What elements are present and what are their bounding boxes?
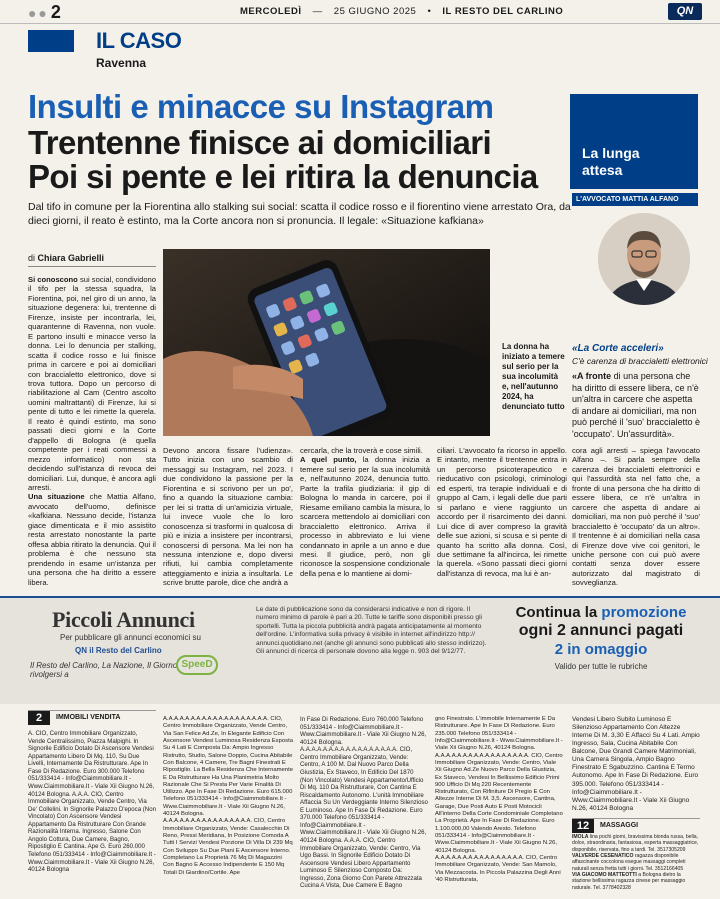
category-header-immobili: 2 IMMOBILI VENDITA <box>28 710 156 724</box>
section-city: Ravenna <box>96 56 147 70</box>
lawyer-portrait <box>598 213 690 305</box>
classified-column-5: Vendesi Libero Subito Luminoso E Silenzioso Appartamento Con Altezze Interne Di M. 3,30 E Affacci Su 4 Lati. Ampio Ingresso, Sala, Cucina Abitabile Con Balcone, Due Grandi Camere Matrimoniali, Una Camera Singola, Ampio Bagno Finestrato E Sgabuzzino. Cantina E Termo Autonomo. Ape In Fase Di Redazione. Euro 395.000. Telefono 051/333414 - Info@Ciaimmobiliare.It - Www.Ciaimmobiliare.It - Viale Xii Giugno N.26, 40124 Bologna <box>572 716 700 812</box>
ads-promo: Continua la promozione ogni 2 annunci pagati 2 in omaggio Valido per tutte le rubriche <box>515 604 687 671</box>
piccoli-annunci-logo: Piccoli Annunci <box>52 607 195 632</box>
speed-logo: SpeeD <box>176 655 218 675</box>
top-bar <box>0 0 720 24</box>
qn-logo: QN <box>668 3 702 20</box>
article-summary: Dal tifo in comune per la Fiorentina allo stalking sui social: scatta il codice rosso e il fiorentino viene arrestato Ora, da dieci giorni, il reato è estinto, ma la Corte ancora non si pronuncia. Il legale: «Situazione kafkiana» <box>28 201 571 227</box>
byline: di Chiara Gabrielli <box>28 253 105 263</box>
sidebar-label: La lunga attesa <box>582 145 640 178</box>
byline-rule <box>28 266 156 267</box>
article-photo-phone <box>163 249 490 436</box>
section-marker <box>28 30 74 52</box>
masthead-paper: IL RESTO DEL CARLINO <box>442 6 564 17</box>
headline-line-1: Trentenne finisce ai domiciliari <box>28 124 492 161</box>
ads-publication-logos: QN il Resto del Carlino <box>75 646 162 655</box>
headline-line-2: Poi si pente e lei ritira la denuncia <box>28 158 538 195</box>
article-kicker: Insulti e minacce su Instagram <box>28 88 494 125</box>
classified-column-2: A.A.A.A.A.A.A.A.A.A.A.A.A.A.A.A.A.A.A. CIO, Centro Immobiliare Organizzato, Vende Centro, Via San Felice Ad.Ze, In Elegante Edificio Con Ascensore Vendesi Luminosa Residenza Esposta Su 4 Lati E Composta Da: Ampio Ingresso Ristrutto, Studio, Salone Doppio, Cucina Abitabile Con Balcone, 4 Camere, Tre Bagni Finestrati E Ripostiglio. La Bella Residenza Che Internamente E Da Ristrutturare Ha Una Planimetria Molto Razionale Che Si Presta Per Varie Finalità Di Utilizzo. Ape In Fase Di Redazione. Euro 615.000 Telefono 051/333414 - Info@Ciaimmobiliare.It - Www.Ciaimmobiliare.It - Viale Xii Giugno N.26, 40124 Bologna. A.A.A.A.A.A.A.A.A.A.A.A.A.A.A.A. CIO, Centro Immobiliare Organizzato, Vende: Casalecchio Di Reno, Pressi Meridiana, In Posizione Comoda A Tutti I Servizi Vendesi Porzione Di Villa Di 239 Mq Con Sviluppo Su Due Piani E Ascensore Interno. Completano La Proprietà 76 Mq Di Magazzini Con Bagno E Accesso Indipendente E 150 Mq Totali Di Giardino/Cortile. Ape <box>163 716 293 876</box>
ads-notice: Le date di pubblicazione sono da considerarsi indicative e non di rigore. Il numero minimo di parole è pari a 20. Tutte le tariffe sono disponibili presso gli sportelli. Tutta la piccola pubblicità andrà pagata anticipatamente al momento dell'ordine. L'informativa sulla privacy è visibile in internet all'indirizzo http:// annunci.quotidiano.net (anche gli annunci sono pubblicati allo stesso indirizzo). Gli annunci di ricerca di personale dovono alla legge n. 903 del 9/12/77. <box>256 606 487 656</box>
article-column-2: Devono ancora fissare l'udienza». Tutto inizia con uno scambio di messaggi su Instagram, nel 2023. I due condividono la passione per la Fiorentina e si scrivono per un po', fino a quando la situazione cambia: per lei si tratta di un'amicizia virtuale, lui invece vuole che lo loro conoscenza si trasformi in qualcosa di più e inizia a insistere per incontrarsi, conoscersi di persona. Ma lei non ha nessuna intenzione e, dopo diversi rifiuti, lui cambia completamente atteggiamento e inizia a insultarla. Le scrive brutte parole, dice che andrà a <box>163 446 293 588</box>
ads-papers-text: Il Resto del Carlino, La Nazione, Il Giorno rivolgersi a <box>30 661 178 679</box>
classified-column-3: In Fase Di Redazione. Euro 760.000 Telefono 051/333414 - Info@Ciaimmobiliare.It - Www.Ciaimmobiliare.It - Viale Xii Giugno N.26, 40124 Bologna. A.A.A.A.A.A.A.A.A.A.A.A.A.A.A.A.A. CIO, Centro Immobiliare Organizzato, Vende: Centro, A 100 M. Dal Nuovo Parco Della Giustizia, Ex Staveco, In Edificio Del 1870 (Non Vincolato) Vendesi Appartamento/Ufficio Di Mq. 110 Da Ristrutturare, Con Cantina E Riscaldamento Autonomo. L'unità Immobiliare Affaccia Su Un Verdeggiante Interno Silenzioso E Luminoso. Ape In Fase Di Redazione. Euro 370.000 Telefono 051/333414 - Info@Ciaimmobiliare.It - Www.Ciaimmobiliare.It - Viale Xii Giugno N.26, 40124 Bologna. A.A.A. CIO, Centro Immobiliare Organizzato, Vende: Centro, Via Ugo Bassi. In Signorile Edificio Dotato Di Ascensore Vendesi Libero Appartamento Luminoso E Silenzioso Composto Da: Ingresso, Zona Giorno Con Parete Attrezzata Cucina A Vista, Due Camere E Bagno <box>300 716 428 890</box>
classified-column-4: gno Finestrato. L'immobile Internamente E Da Ristrutturare. Ape In Fase Di Redazione. Euro 235.000 Telefono 051/333414 - Info@Ciaimmobiliare.It - Www.Ciaimmobiliare.It - Viale Xii Giugno N.26, 40124 Bologna. A.A.A.A.A.A.A.A.A.A.A.A.A.A.A.A.A. CIO, Centro Immobiliare Organizzato, Vende: Centro, Viale Xii Giugno Ad.Ze Nuovo Parco Della Giustizia, Ex Staveco, Vendesi In Bellissimo Edificio Primi 900 Ufficio Di Mq 220 Recentemente Ristrutturato, Con Rifiniture Di Pregio E Con Altezze Interne Di M. 3,5. Ascensore, Cantina, Garage, Due Posti Auto E Posti Motocicli All'interno Della Corte Condominiale Completano La Proprietà. Ape In Fase Di Redazione. Euro 1.100.000,00 Valendo Aresto. Telefono 051/333414 - Info@Ciaimmobiliare.It - Www.Ciaimmobiliare.It - Viale Xii Giugno N.26, 40124 Bologna. A.A.A.A.A.A.A.A.A.A.A.A.A.A.A.A. CIO, Centro Immobiliare Organizzato, Vende: San Mamolo, Via Mezzacosta. In Piccola Palazzina Degli Anni '40 Ristrutturata, <box>435 716 563 883</box>
sidebar-byline: L'AVVOCATO MATTIA ALFANO <box>572 193 698 206</box>
sidebar-quote-title: «La Corte acceleri» <box>572 343 664 354</box>
article-column-3: cercarla, che la troverà e cose simili. A quel punto, la donna inizia a temere sul serio per la sua incolumità e, nell'autunno 2024, denuncia tutto. Parte la trafila giudiziaria: il gip di Bologna lo manda in carcere, poi il Riesame emiliano cambia la misura, lo scarcera mettendolo ai domiciliari con braccialetto elettronico. Arriva il processo in abbreviato e lui viene condannato in aprile a un anno e due mesi. Il giudice, però, non gli riconosce la sospensione condizionale della pena e lo mantiene ai domi- <box>300 446 430 578</box>
masthead: MERCOLEDÌ — 25 GIUGNO 2025 • IL RESTO DEL CARLINO <box>240 6 564 17</box>
article-column-5: cora agli arresti – spiega l'avvocato Alfano –. Si parla sempre della carenza dei braccialetti elettronici e qui l'assurdità sta nel fatto che, a fronte di una persona che ha diritto di essere libera, ce n'è un'altra in carcere che aspetta di andare ai domiciliari, ma non può perché il 'suo' braccialetto è 'occupato' da un altro». Il trentenne è ai domiciliari nella casa di Firenze dove vive coi genitori, le uniche persone con cui può avere contatti senza dover essere autorizzato dal magistrato di sovveglianza. <box>572 446 700 588</box>
masthead-date: 25 GIUGNO 2025 <box>333 6 417 17</box>
ads-subtitle: Per pubblicare gli annunci economici su <box>60 633 201 642</box>
category-header-massaggi: 12 MASSAGGI <box>572 818 700 832</box>
article-column-4: ciliari. L'avvocato fa ricorso in appello. E intanto, mentre il trentenne entra in un percorso psicoterapeutico e rieducativo con psicologi, criminologi ed esperti, tra terapie individuali e di gruppo al Cam, i legali delle due parti si parlano e viene raggiunto un accordo per il risarcimento dei danni. Lui dice di aver compreso la gravità delle sue azioni, si scusa e si pente di quanto ha scritto alla donna. Così, due settimane fa all'incirca, lei rimette la querela. «Sono passati dieci giorni dall'istanza di revoca, ma lui è an- <box>437 446 567 578</box>
article-column-1: Si conoscono sui social, condividono il tifo per la stessa squadra, la Fiorentina, poi, nel giro di un anno, la situazione degenera: lui, trentenne di Firenze, insiste per incontrarla, lei, quarantenne di Ravenna, non vuole. E partono insulti e minacce verso la donna. Lei lo denuncia per stalking, scatta il codice rosso e lui finisce prima in carcere e poi ai domiciliari con braccialetto elettronico, dove si trova tuttora. Dopo un percorso di riabilitazione al Cam (Centro ascolto uomini maltrattanti) di Firenze, lui si pente di tutto e lei rimette la querela. Il reato è quindi estinto, ma sono passati dieci giorni e la Corte d'appello di Bologna (è quella competente per i reati commessi a mezzo informatico) non sta decidendo sull'istanza di revoca dei domiciliari. Lui, dunque, è ancora agli arresti. Una situazione che Mattia Alfano, avvocato dell'uomo, definisce «kafkiana. Nessuno decide, l'istanza giace dimenticata e il mio assistito resta arrestato nonostante la parte offesa abbia ritirato la denuncia. Qui il problema è che nessuno sta prendendo in esame un'istanza per una persona che ha diritto a essere libera. <box>28 275 157 587</box>
photo-caption: La donna ha iniziato a temere sul serio per la sua incolumità e, nell'autunno 2024, ha denunciato tutto <box>502 342 565 411</box>
massage-ads: IMOLA lina pochi giorni, bravissima bionda russa, bella, dolce, straordinaria, fantasiosa, esperta massaggiatrice, disponibile, riservata, fino a tardi. Tel. 3517305209 VALVERDE CESENATICO ragazza disponibile affascinante coccolona esegue massaggi completi naturali senza fretta tutti i giorni. Tel. 3512166405 VIA GIACOMO MATTEOTTI a Bologna dietro la stazione bellissima ragazza cinese per massaggio naturale. Tel. 3778402328 <box>572 834 699 891</box>
classified-column-1: A. CIO, Centro Immobiliare Organizzato, Vende Centralissimo, Piazza Malpighi. In Signorile Edificio Dotato Di Ascensore Vendesi Appartamento Libero Di Mq. 110, Su Due Livelli, Internamente Da Ristrutturare. Ape In Fase Di Redazione. Euro 300.000 Telefono 051/333414 - Info@Ciaimmobiliare.It - Www.Ciaimmobiliare.It - Viale Xii Giugno N.26, 40124 Bologna. A.A.A. CIO, Centro Immobiliare Organizzato, Vende Centro, Via De' Collelini. In Signorile Palazzo D'epoca (Non Vincolato) Con Ascensore Vendesi Appartamento Da Ristrutturare Con Grande Razionalità Interna. Ingresso, Salone Con Angolo Cottura, Due Camere, Bagno, Ripostiglio E Cantina. Ape G. Euro 260.000 Telefono 051/333414 - Info@Ciaimmobiliare.It - Www.Ciaimmobiliare.It - Viale Xii Giugno N.26, 40124 Bologna <box>28 730 156 874</box>
masthead-day: MERCOLEDÌ <box>240 6 302 17</box>
page-number: ● ● 2 <box>28 2 61 22</box>
sidebar-quote-subtitle: C'è carenza di braccialetti elettronici <box>572 356 708 366</box>
section-title: IL CASO <box>96 28 182 53</box>
sidebar-quote-text: «A fronte di una persona che ha diritto di essere libera, ce n'è un'altra in carcere che aspetta di andare ai domiciliari, ma non può perché il 'suo' braccialetto è 'occupato'. Un'assurdità». <box>572 371 701 439</box>
